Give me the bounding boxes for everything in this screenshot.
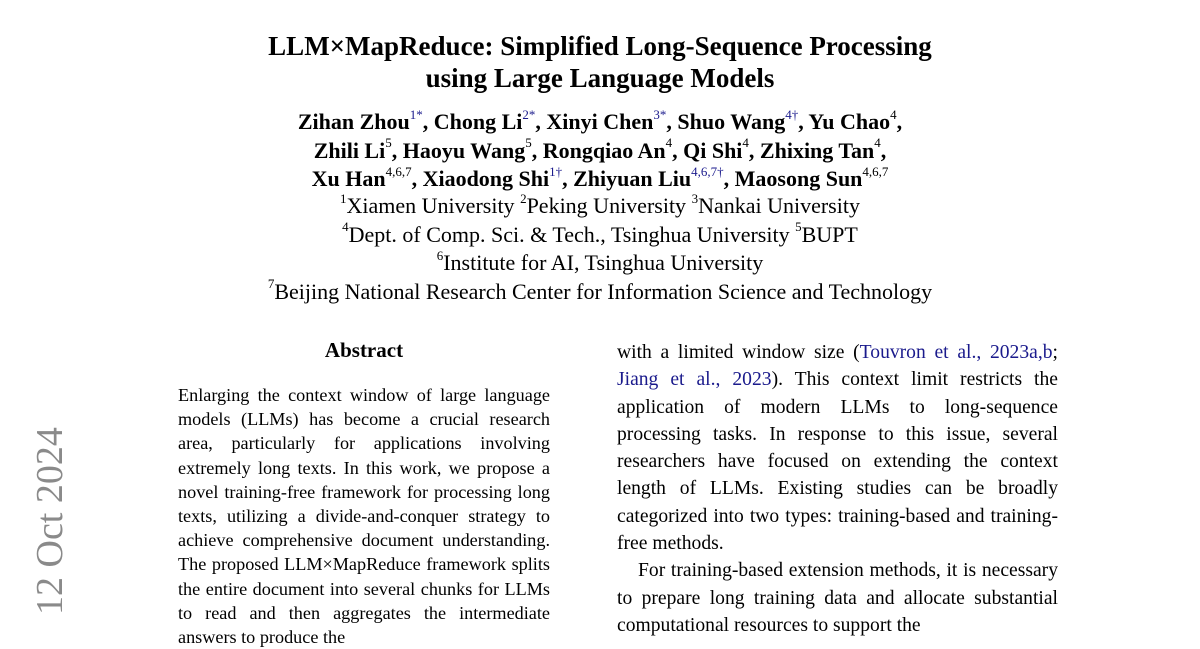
author-affil-sup: 4,6,7 <box>385 163 412 179</box>
title-line-2: using Large Language Models <box>425 63 775 93</box>
author-sep: , <box>723 166 735 191</box>
author-affil-sup: 5 <box>385 135 392 151</box>
abstract-body: Enlarging the context window of large language models (LLMs) has become a crucial research area, particularly for applications involving extremely long texts. In this work, we propose a novel training-free framework for processing long texts, utilizing a divide-and-conquer strategy to achieve comprehensive document understanding. The proposed LLM×MapReduce framework splits the entire document into several chunks for LLMs to read and then aggregates the intermediate answers to produce the <box>178 385 550 648</box>
affiliation-text: Peking University <box>526 193 692 218</box>
author-sep: , <box>411 166 423 191</box>
intro-paragraph-2: For training-based extension methods, it is necessary to prepare long training data and allocate substantial computational resources to support the <box>617 560 1058 636</box>
affiliation-line-2 <box>200 221 1000 250</box>
author-name: Haoyu Wang <box>402 137 526 163</box>
affiliation-text: Dept. of Comp. Sci. & Tech., Tsinghua University <box>348 221 796 247</box>
affiliation-list <box>200 192 1000 306</box>
author-sep: , <box>880 137 887 163</box>
citation-link[interactable]: Touvron et al., 2023a,b <box>859 342 1053 363</box>
author-sep: , <box>535 109 547 134</box>
author-sep: , <box>422 109 434 134</box>
affil-sup: 6 <box>436 247 444 263</box>
author-name: Yu Chao <box>808 109 891 134</box>
author-sep: , <box>391 137 403 163</box>
author-name: Shuo Wang <box>677 109 786 134</box>
author-sep: , <box>896 109 903 134</box>
author-line-2 <box>200 137 1000 166</box>
affiliation-line-1 <box>200 192 1000 221</box>
author-name: Xiaodong Shi <box>422 166 550 191</box>
author-affil-sup: 4 <box>874 135 881 151</box>
affiliation-text: Nankai University <box>698 193 860 218</box>
author-name: Chong Li <box>433 109 523 134</box>
affiliation-line-4 <box>200 278 1000 307</box>
affil-sup: 1 <box>340 190 347 206</box>
author-name: Zhiyuan Liu <box>573 166 692 191</box>
body-text: ). This context limit restricts the application of modern LLMs to long-sequence processing tasks. In response to this issue, several researchers have focused on extending the context length of LLMs. Existing studies can be broadly categorized into two types: training-based and training-free methods. <box>617 369 1058 555</box>
author-affil-sup[interactable]: 1* <box>409 106 423 122</box>
author-affil-sup[interactable]: 1† <box>549 163 563 179</box>
author-affil-sup[interactable]: 3* <box>653 106 667 122</box>
author-sep: , <box>531 137 543 163</box>
author-affil-sup: 4 <box>665 135 673 151</box>
body-text: with a limited window size ( <box>617 342 860 363</box>
intro-column <box>617 339 1058 639</box>
author-name: Zhixing Tan <box>759 137 875 163</box>
author-line-1 <box>200 108 1000 137</box>
author-sep: , <box>748 137 760 163</box>
paper-title <box>200 30 1000 94</box>
author-affil-sup[interactable]: 2* <box>522 106 536 122</box>
abstract-heading: Abstract <box>324 338 404 362</box>
author-sep: , <box>798 109 809 134</box>
author-name: Qi Shi <box>683 137 743 163</box>
author-name: Zhili Li <box>313 137 386 163</box>
intro-paragraph-1 <box>617 339 1058 557</box>
author-list <box>200 108 1000 194</box>
citation-link[interactable]: Jiang et al., 2023 <box>617 369 772 391</box>
author-name: Xu Han <box>311 166 386 191</box>
author-sep: , <box>672 137 684 163</box>
affil-sup: 7 <box>267 276 275 292</box>
author-affil-sup: 4 <box>742 135 749 151</box>
author-name: Maosong Sun <box>734 166 863 191</box>
author-sep: , <box>666 109 678 134</box>
affiliation-text: BUPT <box>801 221 858 247</box>
author-affil-sup: 4,6,7 <box>862 163 889 179</box>
affil-sup: 5 <box>795 219 802 235</box>
author-affil-sup: 5 <box>525 135 532 151</box>
author-name: Xinyi Chen <box>546 109 654 134</box>
affil-sup: 3 <box>691 190 699 206</box>
affiliation-text: Beijing National Research Center for Information Science and Technology <box>274 278 933 304</box>
author-sep: , <box>562 166 574 191</box>
arxiv-date-stamp: 12 Oct 2024 <box>29 427 71 615</box>
author-name: Zihan Zhou <box>297 109 410 134</box>
author-affil-sup[interactable]: 4,6,7† <box>691 163 724 179</box>
author-affil-sup[interactable]: 4† <box>785 106 799 122</box>
author-affil-sup: 4 <box>890 106 897 122</box>
author-line-3 <box>200 165 1000 194</box>
affiliation-text: Xiamen University <box>346 193 521 218</box>
body-text: ; <box>1052 342 1058 363</box>
title-line-1: LLM×MapReduce: Simplified Long-Sequence Processing <box>268 31 932 61</box>
affiliation-text: Institute for AI, Tsinghua University <box>443 250 764 275</box>
affil-sup: 4 <box>342 219 349 235</box>
affiliation-line-3 <box>200 249 1000 278</box>
author-name: Rongqiao An <box>542 137 666 163</box>
affil-sup: 2 <box>520 190 527 206</box>
